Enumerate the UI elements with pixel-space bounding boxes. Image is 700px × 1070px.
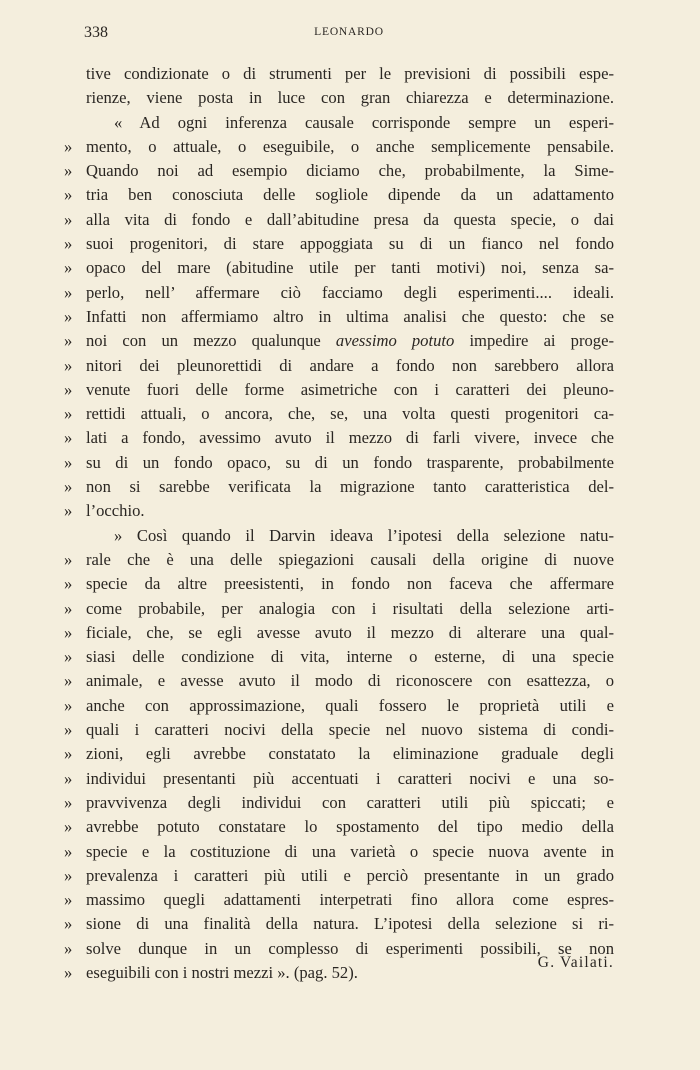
text-line bbox=[64, 937, 614, 961]
quote-marker: » bbox=[64, 671, 73, 691]
line-text: zioni, egli avrebbe constatato la eliminazione graduale degli bbox=[86, 744, 614, 764]
text-line bbox=[64, 597, 614, 621]
quote-marker: » bbox=[64, 404, 73, 424]
text-line bbox=[64, 378, 614, 402]
text-line bbox=[64, 694, 614, 718]
quote-marker: » bbox=[64, 768, 73, 788]
text-line bbox=[64, 548, 614, 572]
quote-marker: » bbox=[64, 258, 73, 278]
line-text: massimo quegli adattamenti interpetrati fino allora come espres- bbox=[86, 890, 614, 910]
quote-marker: » bbox=[64, 598, 73, 618]
quote-marker: » bbox=[64, 890, 73, 910]
line-text: tive condizionate o di strumenti per le previsioni di possibili espe- bbox=[86, 64, 614, 83]
text-line bbox=[64, 864, 614, 888]
text-line bbox=[64, 767, 614, 791]
line-text: nitori dei pleunorettidi di andare a fondo non sarebbero allora bbox=[86, 355, 614, 375]
quote-marker: » bbox=[64, 574, 73, 594]
quote-marker: » bbox=[64, 136, 73, 156]
quote-marker: » bbox=[64, 622, 73, 642]
text-line bbox=[64, 426, 614, 450]
text-line bbox=[64, 912, 614, 936]
line-text: tria ben conosciuta delle sogliole dipende da un adattamento bbox=[86, 185, 614, 205]
line-text: Infatti non affermiamo altro in ultima analisi che questo: che se bbox=[86, 306, 614, 326]
line-text: individui presentanti più accentuati i caratteri nocivi e una so- bbox=[86, 768, 614, 788]
text-line bbox=[64, 159, 614, 183]
line-text: lati a fondo, avessimo avuto il mezzo di farli vivere, invece che bbox=[86, 428, 614, 448]
text-line bbox=[64, 840, 614, 864]
quote-marker: » bbox=[64, 161, 73, 181]
line-text: suoi progenitori, di stare appoggiata su di un fianco nel fondo bbox=[86, 234, 614, 254]
quote-marker: » bbox=[64, 428, 73, 448]
line-text: siasi delle condizione di vita, interne o esterne, di una specie bbox=[86, 647, 614, 667]
quote-marker: » bbox=[64, 355, 73, 375]
quote-marker: » bbox=[64, 695, 73, 715]
text-line bbox=[64, 135, 614, 159]
line-text: « Ad ogni inferenza causale corrisponde sempre un esperi- bbox=[114, 112, 614, 132]
line-text: ficiale, che, se egli avesse avuto il mezzo di alterare una qual- bbox=[86, 622, 614, 642]
text-line bbox=[86, 86, 614, 110]
line-text: venute fuori delle forme asimetriche con i caratteri dei pleuno- bbox=[86, 379, 614, 399]
text-line bbox=[86, 62, 614, 86]
quote-marker: » bbox=[64, 477, 73, 497]
line-text: rienze, viene posta in luce con gran chiarezza e determinazione. bbox=[86, 88, 614, 108]
text-line bbox=[64, 718, 614, 742]
text-line bbox=[64, 402, 614, 426]
line-text: sione di una finalità della natura. L’ipotesi della selezione si ri- bbox=[86, 914, 614, 934]
quote-marker: » bbox=[64, 282, 73, 302]
quote-marker: » bbox=[64, 792, 73, 812]
line-text: perlo, nell’ affermare ciò facciamo degli esperimenti.... ideali. bbox=[86, 282, 614, 302]
quote-marker: » bbox=[64, 865, 73, 885]
body-text bbox=[64, 62, 614, 985]
line-text: opaco del mare (abitudine utile per tanti motivi) noi, senza sa- bbox=[86, 258, 614, 278]
quote-marker: » bbox=[64, 938, 73, 958]
quote-marker: » bbox=[64, 331, 73, 351]
quote-marker: » bbox=[64, 379, 73, 399]
quote-marker: » bbox=[64, 501, 73, 521]
quote-marker: » bbox=[64, 817, 73, 837]
line-text: solve dunque in un complesso di esperimenti possibili, se non bbox=[86, 938, 614, 958]
text-line bbox=[64, 621, 614, 645]
line-text: Quando noi ad esempio diciamo che, probabilmente, la Sime- bbox=[86, 161, 614, 181]
quote-marker: » bbox=[64, 962, 73, 982]
text-line bbox=[64, 791, 614, 815]
text-line bbox=[64, 208, 614, 232]
line-text: non si sarebbe verificata la migrazione tanto caratteristica del- bbox=[86, 477, 614, 497]
text-line bbox=[64, 742, 614, 766]
text-line bbox=[64, 815, 614, 839]
page-header bbox=[84, 24, 614, 46]
line-text: impedire ai proge- bbox=[454, 331, 614, 351]
text-line bbox=[64, 305, 614, 329]
text-line bbox=[64, 281, 614, 305]
quote-marker: » bbox=[64, 306, 73, 326]
text-line bbox=[64, 475, 614, 499]
line-text: specie e la costituzione di una varietà o specie nuova avente in bbox=[86, 841, 614, 861]
line-text: animale, e avesse avuto il modo di riconoscere con esattezza, o bbox=[86, 671, 614, 691]
text-line bbox=[64, 256, 614, 280]
text-line bbox=[64, 669, 614, 693]
line-text: mento, o attuale, o eseguibile, o anche semplicemente pensabile. bbox=[86, 136, 614, 156]
line-text: rettidi attuali, o ancora, che, se, una volta questi progenitori ca- bbox=[86, 404, 614, 424]
text-line bbox=[86, 111, 614, 135]
line-text: prevalenza i caratteri più utili e perciò presentante in un grado bbox=[86, 865, 614, 885]
line-text: eseguibili con i nostri mezzi ». (pag. 52). bbox=[86, 962, 358, 982]
line-text: anche con approssimazione, quali fossero le proprietà utili e bbox=[86, 695, 614, 715]
line-text: su di un fondo opaco, su di un fondo trasparente, probabilmente bbox=[86, 452, 614, 472]
quote-marker: » bbox=[64, 720, 73, 740]
running-head: LEONARDO bbox=[314, 26, 384, 38]
text-line bbox=[64, 961, 614, 985]
text-line bbox=[64, 451, 614, 475]
line-text: l’occhio. bbox=[86, 501, 145, 521]
text-line bbox=[64, 232, 614, 256]
author-signature: G. Vailati. bbox=[537, 954, 614, 971]
line-text: specie da altre preesistenti, in fondo non faceva che affermare bbox=[86, 574, 614, 594]
text-line bbox=[64, 645, 614, 669]
text-line bbox=[64, 183, 614, 207]
text-line bbox=[64, 329, 614, 353]
quote-marker: » bbox=[64, 744, 73, 764]
quote-marker: » bbox=[64, 452, 73, 472]
text-line bbox=[64, 888, 614, 912]
quote-marker: » bbox=[64, 549, 73, 569]
page-number: 338 bbox=[84, 24, 108, 41]
line-text: noi con un mezzo qualunque bbox=[86, 331, 336, 351]
quote-marker: » bbox=[64, 185, 73, 205]
line-text: » Così quando il Darvin ideava l’ipotesi della selezione natu- bbox=[114, 525, 614, 545]
quote-marker: » bbox=[64, 647, 73, 667]
line-text: avrebbe potuto constatare lo spostamento del tipo medio della bbox=[86, 817, 614, 837]
quote-marker: » bbox=[64, 234, 73, 254]
quote-marker: » bbox=[64, 209, 73, 229]
text-line bbox=[64, 499, 614, 523]
line-text: come probabile, per analogia con i risultati della selezione arti- bbox=[86, 598, 614, 618]
line-text: rale che è una delle spiegazioni causali della origine di nuove bbox=[86, 549, 614, 569]
line-text: quali i caratteri nocivi della specie nel nuovo sistema di condi- bbox=[86, 720, 614, 740]
text-line bbox=[64, 354, 614, 378]
line-text: pravvivenza degli individui con caratteri utili più spiccati; e bbox=[86, 792, 614, 812]
line-text: alla vita di fondo e dall’abitudine presa da questa specie, o dai bbox=[86, 209, 614, 229]
text-line bbox=[64, 572, 614, 596]
quote-marker: » bbox=[64, 841, 73, 861]
text-line bbox=[86, 524, 614, 548]
italic-phrase: avessimo potuto bbox=[335, 331, 455, 351]
quote-marker: » bbox=[64, 914, 73, 934]
